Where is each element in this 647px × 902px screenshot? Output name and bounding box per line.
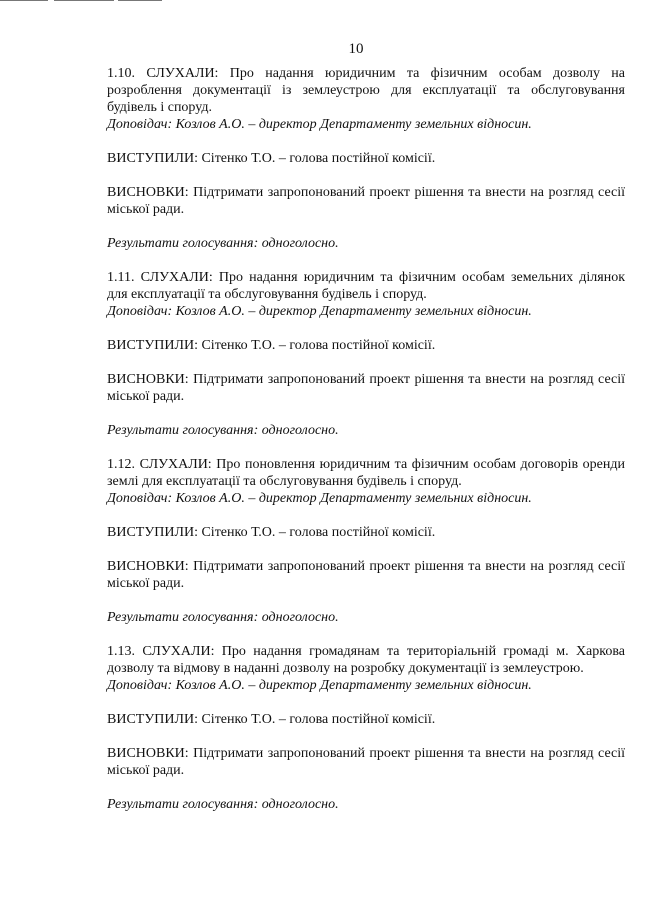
spoke-text: ВИСТУПИЛИ: Сітенко Т.О. – голова постійної комісії. — [107, 712, 436, 727]
speaker-text: Доповідач: Козлов А.О. – директор Департаменту земельних відносин. — [107, 491, 532, 506]
heard-text: 1.13. СЛУХАЛИ: Про надання громадянам та територіальній громаді м. Харкова дозволу та відмову в наданні дозволу на розробку документації із землеустрою. — [107, 644, 625, 676]
conclusion-text: ВИСНОВКИ: Підтримати запропонований проект рішення та внести на розгляд сесії міської ради. — [107, 185, 625, 217]
agenda-item-1-13 — [107, 643, 625, 813]
top-rule-segment — [118, 0, 162, 1]
vote-result: Результати голосування: одноголосно. — [107, 423, 339, 438]
agenda-item-1-12 — [107, 456, 625, 626]
vote-result: Результати голосування: одноголосно. — [107, 797, 339, 812]
document-body — [107, 65, 625, 813]
page-number: 10 — [348, 41, 364, 57]
spoke-text: ВИСТУПИЛИ: Сітенко Т.О. – голова постійної комісії. — [107, 338, 436, 353]
vote-result: Результати голосування: одноголосно. — [107, 610, 339, 625]
agenda-item-1-11 — [107, 269, 625, 439]
spoke-text: ВИСТУПИЛИ: Сітенко Т.О. – голова постійної комісії. — [107, 525, 436, 540]
agenda-item-1-10 — [107, 65, 625, 252]
conclusion-text: ВИСНОВКИ: Підтримати запропонований проект рішення та внести на розгляд сесії міської ради. — [107, 746, 625, 778]
top-rule-segment — [0, 0, 48, 1]
top-rule-segment — [54, 0, 114, 1]
speaker-text: Доповідач: Козлов А.О. – директор Департаменту земельних відносин. — [107, 117, 532, 132]
spoke-text: ВИСТУПИЛИ: Сітенко Т.О. – голова постійної комісії. — [107, 151, 436, 166]
vote-result: Результати голосування: одноголосно. — [107, 236, 339, 251]
conclusion-text: ВИСНОВКИ: Підтримати запропонований проект рішення та внести на розгляд сесії міської ради. — [107, 372, 625, 404]
heard-text: 1.12. СЛУХАЛИ: Про поновлення юридичним та фізичним особам договорів оренди землі для експлуатації та обслуговування будівель і споруд. — [107, 457, 625, 489]
speaker-text: Доповідач: Козлов А.О. – директор Департаменту земельних відносин. — [107, 304, 532, 319]
speaker-text: Доповідач: Козлов А.О. – директор Департаменту земельних відносин. — [107, 678, 532, 693]
conclusion-text: ВИСНОВКИ: Підтримати запропонований проект рішення та внести на розгляд сесії міської ради. — [107, 559, 625, 591]
heard-text: 1.10. СЛУХАЛИ: Про надання юридичним та фізичним особам дозволу на розроблення документації із землеустрою для експлуатації та обслуговування будівель і споруд. — [107, 66, 625, 115]
heard-text: 1.11. СЛУХАЛИ: Про надання юридичним та фізичним особам земельних ділянок для експлуатації та обслуговування будівель і споруд. — [107, 270, 625, 302]
